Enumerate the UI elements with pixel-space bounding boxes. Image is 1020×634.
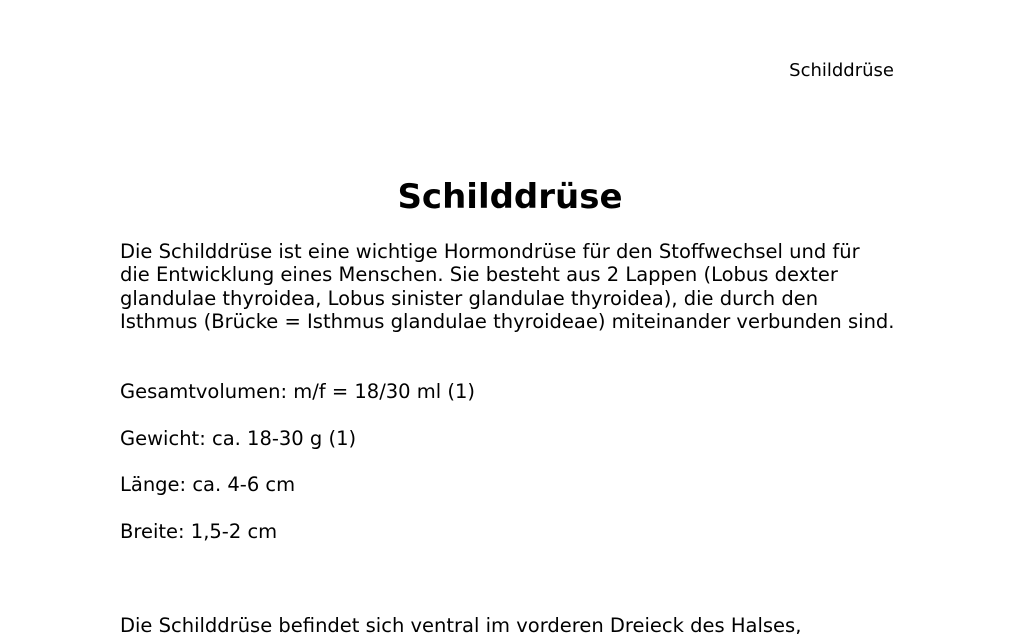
length-fact: Länge: ca. 4-6 cm bbox=[120, 473, 296, 496]
weight-fact: Gewicht: ca. 18-30 g (1) bbox=[120, 427, 357, 450]
running-header: Schilddrüse bbox=[789, 60, 894, 81]
location-paragraph: Die Schilddrüse befindet sich ventral im vorderen Dreieck des Halses, bbox=[120, 614, 802, 634]
page-title: Schilddrüse bbox=[397, 177, 623, 217]
volume-fact: Gesamtvolumen: m/f = 18/30 ml (1) bbox=[120, 380, 476, 403]
intro-paragraph: Die Schilddrüse ist eine wichtige Hormondrüse für den Stoffwechsel und für die Entwicklung eines Menschen. Sie besteht aus 2 Lappen (Lobus dexter glandulae thyroidea, Lobus sinister glandulae thyroidea), die durch den Isthmus (Brücke = Isthmus glandulae thyroideae) miteinander verbunden sind. bbox=[120, 240, 895, 333]
width-fact: Breite: 1,5-2 cm bbox=[120, 520, 278, 543]
